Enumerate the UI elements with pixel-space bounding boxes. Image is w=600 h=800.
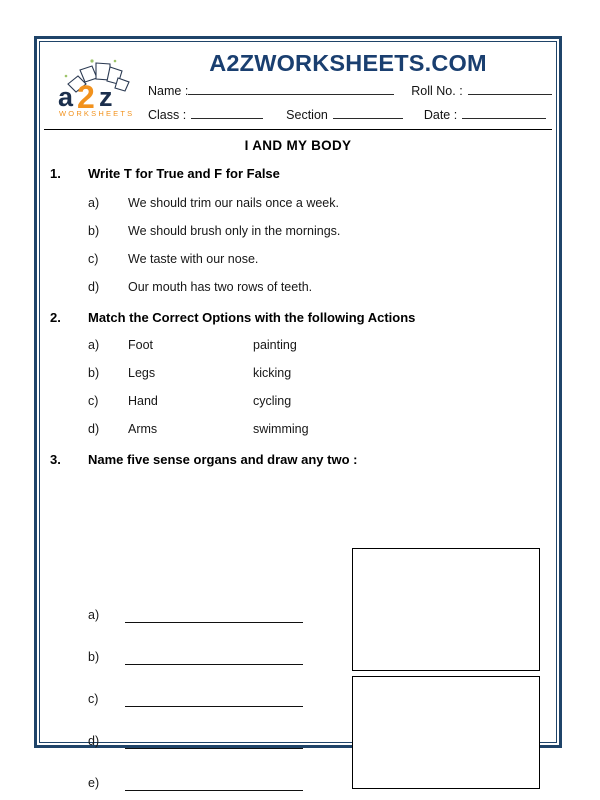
svg-text:z: z xyxy=(99,82,113,112)
page-title: I AND MY BODY xyxy=(244,138,352,153)
name-label: Name : xyxy=(148,84,189,98)
worksheet-body xyxy=(44,130,552,790)
q1-item-b-letter: b) xyxy=(88,224,100,238)
q2-item-d-letter: d) xyxy=(88,422,100,436)
q3-item-b-letter: b) xyxy=(88,650,100,664)
q1-item-b-text: We should brush only in the mornings. xyxy=(128,224,341,238)
class-field[interactable] xyxy=(148,107,263,122)
q3-drawing-box-1[interactable] xyxy=(352,548,540,671)
q3-item-a-letter: a) xyxy=(88,608,100,622)
q3-item-c-letter: c) xyxy=(88,692,99,706)
q3-answer-line-e[interactable] xyxy=(125,790,303,791)
q2-item-d-left: Arms xyxy=(128,422,158,436)
section-field[interactable] xyxy=(286,107,403,122)
question-1-number: 1. xyxy=(50,166,61,181)
roll-no-input-rule[interactable] xyxy=(468,83,552,95)
question-3-prompt: Name five sense organs and draw any two : xyxy=(88,452,358,467)
svg-text:a: a xyxy=(58,82,74,112)
class-label: Class : xyxy=(148,108,187,122)
q3-item-e-letter: e) xyxy=(88,776,100,790)
class-input-rule[interactable] xyxy=(191,107,263,119)
q2-item-b-left: Legs xyxy=(128,366,156,380)
q2-item-a-letter: a) xyxy=(88,338,100,352)
q3-answer-line-a[interactable] xyxy=(125,622,303,623)
q1-item-a-letter: a) xyxy=(88,196,100,210)
q3-answer-line-d[interactable] xyxy=(125,748,303,749)
q3-drawing-box-2[interactable] xyxy=(352,676,540,789)
q3-answer-line-b[interactable] xyxy=(125,664,303,665)
a2z-worksheets-logo[interactable] xyxy=(52,54,140,120)
q1-item-a-text: We should trim our nails once a week. xyxy=(128,196,339,210)
question-1-prompt: Write T for True and F for False xyxy=(88,166,280,181)
q1-item-d-text: Our mouth has two rows of teeth. xyxy=(128,280,313,294)
question-3-number: 3. xyxy=(50,452,61,467)
date-label: Date : xyxy=(423,108,458,122)
q1-item-c-letter: c) xyxy=(88,252,99,266)
svg-text:2: 2 xyxy=(77,79,95,115)
q2-item-c-left: Hand xyxy=(128,394,158,408)
name-field[interactable] xyxy=(148,83,394,98)
q1-item-c-text: We taste with our nose. xyxy=(128,252,259,266)
logo-artwork xyxy=(52,54,140,120)
q2-item-c-right: cycling xyxy=(253,394,292,408)
q3-answer-line-c[interactable] xyxy=(125,706,303,707)
section-label: Section xyxy=(286,108,328,122)
roll-no-field[interactable] xyxy=(411,83,551,98)
date-field[interactable] xyxy=(424,107,546,122)
worksheet-header xyxy=(44,46,552,130)
question-2-prompt: Match the Correct Options with the following Actions xyxy=(88,310,416,325)
q2-item-b-letter: b) xyxy=(88,366,100,380)
q2-item-a-right: painting xyxy=(253,338,297,352)
q3-item-d-letter: d) xyxy=(88,734,100,748)
svg-text:WORKSHEETS: WORKSHEETS xyxy=(59,109,135,118)
header-field-row-1 xyxy=(148,83,552,98)
question-2-number: 2. xyxy=(50,310,61,325)
brand-title: A2ZWORKSHEETS.COM xyxy=(209,50,487,76)
date-input-rule[interactable] xyxy=(462,107,546,119)
worksheet-sheet xyxy=(44,46,552,790)
q2-item-c-letter: c) xyxy=(88,394,99,408)
section-input-rule[interactable] xyxy=(333,107,403,119)
name-input-rule[interactable] xyxy=(188,83,394,95)
q2-item-a-left: Foot xyxy=(128,338,154,352)
q2-item-b-right: kicking xyxy=(253,366,292,380)
header-field-row-2 xyxy=(148,107,552,122)
q2-item-d-right: swimming xyxy=(253,422,309,436)
roll-no-label: Roll No. : xyxy=(411,84,463,98)
q1-item-d-letter: d) xyxy=(88,280,100,294)
